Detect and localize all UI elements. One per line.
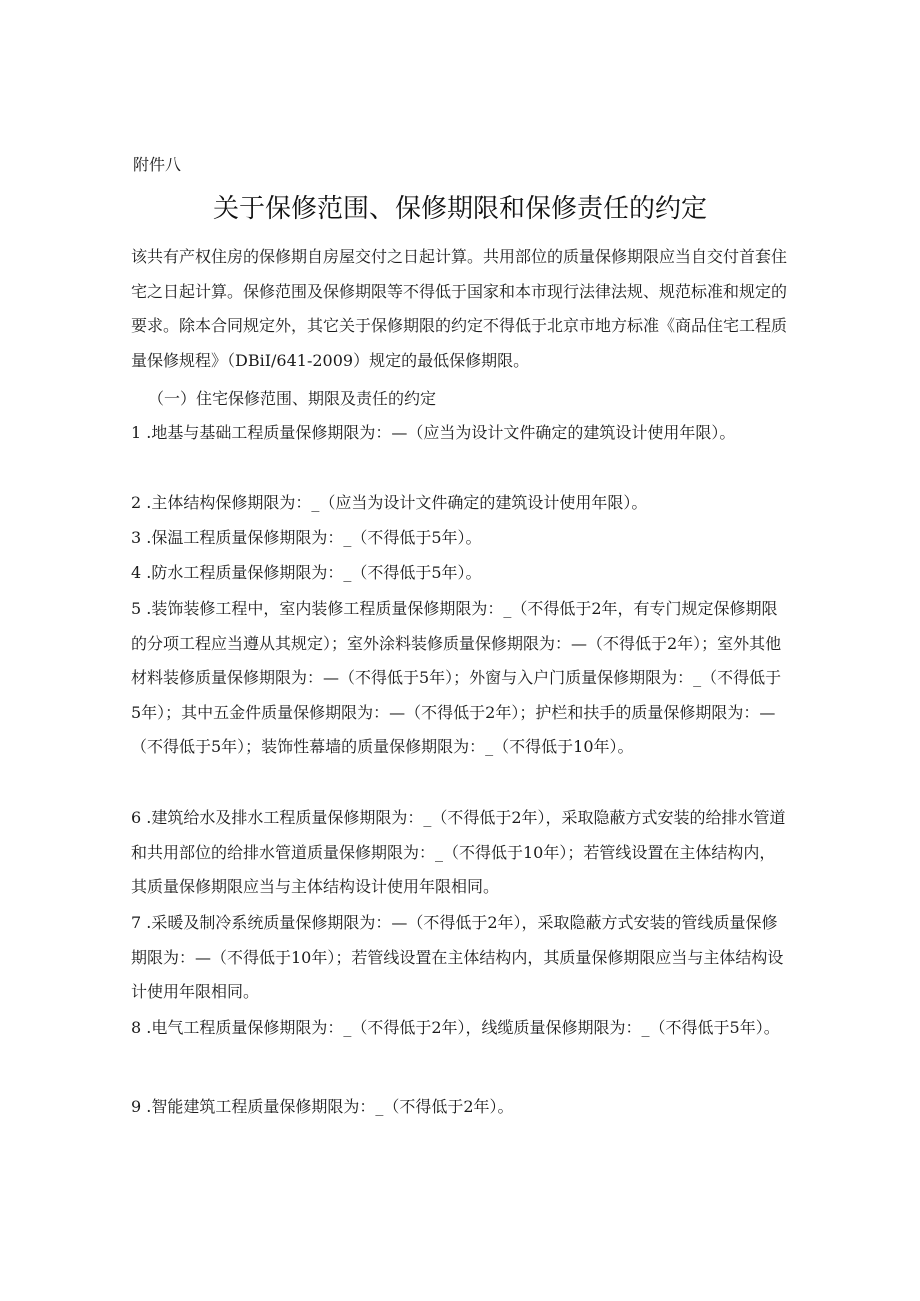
- document-title: 关于保修范围、保修期限和保修责任的约定: [212, 194, 707, 224]
- list-item: 6 .建筑给水及排水工程质量保修期限为：_（不得低于2年），采取隐蔽方式安装的给排水管道和共用部位的给排水管道质量保修期限为：_（不得低于10年）；若管线设置在主体结构内，其质量保修期限应当与主体结构设计使用年限相同。: [131, 808, 786, 896]
- section-heading: （一）住宅保修范围、期限及责任的约定: [148, 389, 437, 408]
- intro-paragraph: 该共有产权住房的保修期自房屋交付之日起计算。共用部位的质量保修期限应当自交付首套住宅之日起计算。保修范围及保修期限等不得低于国家和本市现行法律法规、规范标准和规定的要求。除本合同规定外，其它关于保修期限的约定不得低于北京市地方标准《商品住宅工程质量保修规程》（DBiI/641-2009）规定的最低保修期限。: [131, 247, 788, 370]
- list-item: 9 .智能建筑工程质量保修期限为：_（不得低于2年）。: [131, 1097, 514, 1116]
- annex-label: 附件八: [133, 155, 182, 174]
- list-item: 8 .电气工程质量保修期限为：_（不得低于2年），线缆质量保修期限为：_（不得低于5年）。: [131, 1018, 780, 1037]
- list-item: 7 .采暖及制冷系统质量保修期限为：—（不得低于2年），采取隐蔽方式安装的管线质量保修期限为：—（不得低于10年）；若管线设置在主体结构内，其质量保修期限应当与主体结构设计使用年限相同。: [131, 913, 784, 1001]
- list-item: 5 .装饰装修工程中，室内装修工程质量保修期限为：_（不得低于2年，有专门规定保修期限的分项工程应当遵从其规定）；室外涂料装修质量保修期限为：—（不得低于2年）；室外其他材料装修质量保修期限为：—（不得低于5年）；外窗与入户门质量保修期限为：_（不得低于5年）；其中五金件质量保修期限为：—（不得低于2年）；护栏和扶手的质量保修期限为：—（不得低于5年）；装饰性幕墙的质量保修期限为：_（不得低于10年）。: [131, 599, 782, 756]
- list-item: 2 .主体结构保修期限为：_（应当为设计文件确定的建筑设计使用年限）。: [131, 493, 648, 512]
- list-item: 3 .保温工程质量保修期限为：_（不得低于5年）。: [131, 528, 482, 547]
- list-item: 4 .防水工程质量保修期限为：_（不得低于5年）。: [131, 563, 482, 582]
- list-item: 1 .地基与基础工程质量保修期限为：—（应当为设计文件确定的建筑设计使用年限）。: [131, 423, 736, 442]
